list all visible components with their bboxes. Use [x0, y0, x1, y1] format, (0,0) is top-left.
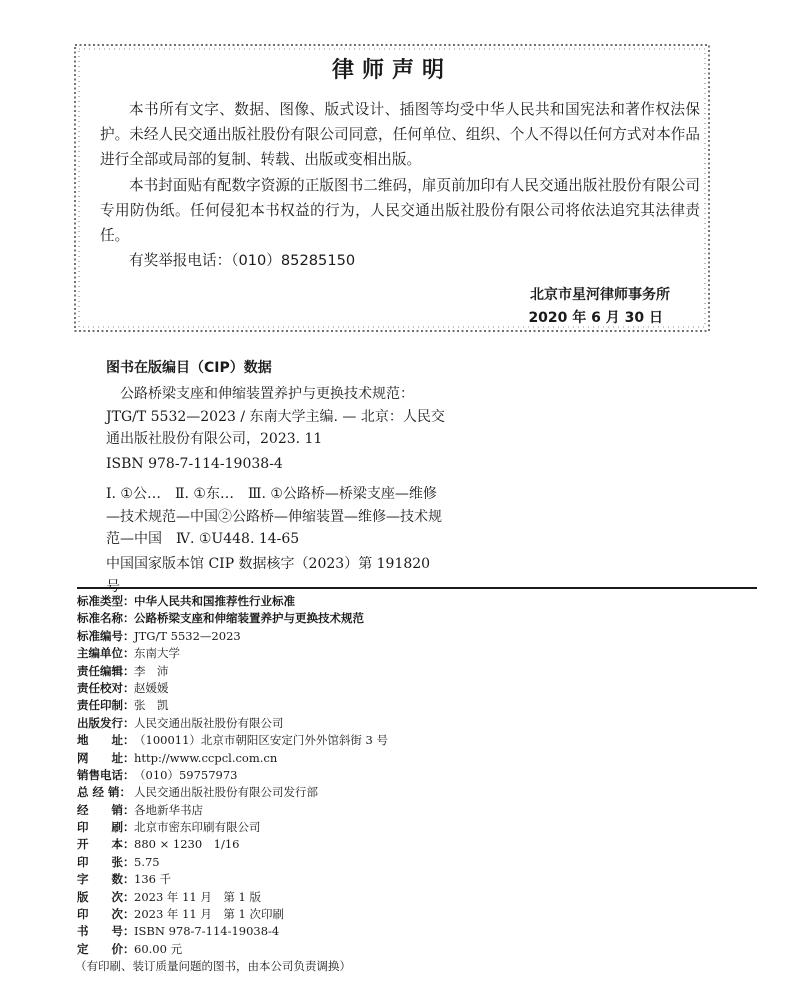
pub-label: 印 刷：	[77, 820, 135, 835]
pub-label: 总 经 销：	[77, 785, 132, 800]
pub-value: 2023 年 11 月 第 1 版	[134, 889, 261, 904]
pub-row	[77, 802, 757, 819]
quality-note: （有印刷、装订质量问题的图书，由本公司负责调换）	[75, 959, 351, 974]
pub-row	[77, 645, 757, 662]
pub-value: 公路桥梁支座和伸缩装置养护与更换技术规范	[134, 611, 364, 626]
pub-row	[77, 871, 757, 888]
pub-value: 60.00 元	[134, 941, 183, 956]
pub-row	[77, 784, 757, 801]
pub-label: 主编单位：	[77, 646, 135, 661]
pub-value: JTG/T 5532—2023	[134, 628, 241, 643]
pub-label: 标准类型：	[77, 594, 135, 608]
pub-row	[77, 767, 757, 784]
pub-row	[77, 836, 757, 853]
pub-label: 责任编辑：	[77, 663, 135, 678]
pub-row	[77, 889, 757, 906]
pub-label: 印 张：	[77, 854, 135, 869]
pub-label: 印 次：	[77, 907, 135, 922]
law-firm-name: 北京市星河律师事务所	[530, 287, 670, 303]
pub-value: 北京市密东印刷有限公司	[134, 820, 261, 835]
pub-label: 字 数：	[77, 872, 135, 887]
statement-paragraph-anticounterfeit: 本书封面贴有配数字资源的正版图书二维码，扉页前加印有人民交通出版社股份有限公司专用防伪纸。任何侵犯本书权益的行为，人民交通出版社股份有限公司将依法追究其法律责任。	[100, 177, 700, 244]
pub-value: 人民交通出版社股份有限公司发行部	[134, 785, 318, 800]
pub-value: 2023 年 11 月 第 1 次印刷	[134, 907, 284, 922]
pub-value: 李 沛	[134, 663, 169, 678]
pub-label: 开 本：	[77, 837, 135, 852]
pub-label: 出版发行：	[77, 715, 135, 730]
pub-value: 5.75	[134, 854, 160, 869]
pub-label: 定 价：	[77, 941, 135, 956]
pub-value: 人民交通出版社股份有限公司	[134, 715, 284, 730]
pub-row	[77, 680, 757, 697]
pub-row	[77, 732, 757, 749]
statement-paragraph-copyright: 本书所有文字、数据、图像、版式设计、插图等均受中华人民共和国宪法和著作权法保护。未经人民交通出版社股份有限公司同意，任何单位、组织、个人不得以任何方式对本作品进行全部或局部的复制、转载、出版或变相出版。	[100, 101, 700, 168]
pub-row	[77, 628, 757, 645]
pub-row	[77, 854, 757, 871]
pub-label: 销售电话：	[77, 767, 135, 782]
cip-heading: 图书在版编目（CIP）数据	[106, 360, 272, 376]
statement-date: 2020 年 6 月 30 日	[528, 310, 663, 326]
pub-row	[77, 715, 757, 732]
pub-row	[77, 819, 757, 836]
pub-row	[77, 610, 757, 627]
cip-classification: Ⅰ. ①公… Ⅱ. ①东… Ⅲ. ①公路桥—桥梁支座—维修—技术规范—中国②公路桥—伸缩装置—维修—技术规范—中国 Ⅳ. ①U448. 14-65	[106, 486, 442, 548]
pub-value: http://www.ccpcl.com.cn	[134, 750, 278, 765]
pub-label: 经 销：	[77, 802, 135, 817]
pub-label: 责任印制：	[77, 698, 135, 713]
pub-value: 136 千	[134, 872, 172, 887]
pub-row	[77, 923, 757, 940]
pub-value: 880 × 1230 1/16	[134, 837, 240, 852]
pub-row	[77, 593, 757, 610]
pub-value: 赵媛媛	[134, 680, 169, 695]
pub-label: 责任校对：	[77, 680, 135, 695]
pub-value: 张 凯	[134, 698, 169, 713]
pub-label: 版 次：	[77, 889, 135, 904]
pub-row	[77, 750, 757, 767]
pub-label: 地 址：	[77, 733, 135, 748]
pub-label: 标准编号：	[77, 628, 135, 643]
pub-label: 标准名称：	[77, 611, 135, 626]
pub-value: （010）59757973	[134, 767, 238, 782]
pub-value: 东南大学	[134, 646, 180, 661]
section-divider	[77, 587, 757, 589]
pub-row	[77, 941, 757, 958]
pub-value: ISBN 978-7-114-19038-4	[134, 924, 280, 939]
pub-label: 书 号：	[77, 924, 135, 939]
pub-value: （100011）北京市朝阳区安定门外外馆斜街 3 号	[134, 733, 389, 748]
pub-value: 中华人民共和国推荐性行业标准	[134, 594, 295, 608]
cip-entry: 公路桥梁支座和伸缩装置养护与更换技术规范：JTG/T 5532—2023 / 东南大学主编. — 北京：人民交通出版社股份有限公司，2023. 11	[106, 386, 445, 448]
cip-isbn: ISBN 978-7-114-19038-4	[106, 456, 283, 472]
publication-info-list	[77, 593, 757, 974]
pub-row	[77, 663, 757, 680]
statement-paragraph-hotline: 有奖举报电话：（010）85285150	[129, 252, 356, 269]
pub-row	[77, 697, 757, 714]
cip-verification-number: 中国国家版本馆 CIP 数据核字（2023）第 191820	[106, 556, 431, 572]
statement-title: 律师声明	[331, 58, 452, 83]
pub-value: 各地新华书店	[134, 802, 203, 817]
pub-row	[77, 906, 757, 923]
pub-label: 网 址：	[77, 750, 135, 765]
lawyer-statement-box	[70, 40, 714, 336]
